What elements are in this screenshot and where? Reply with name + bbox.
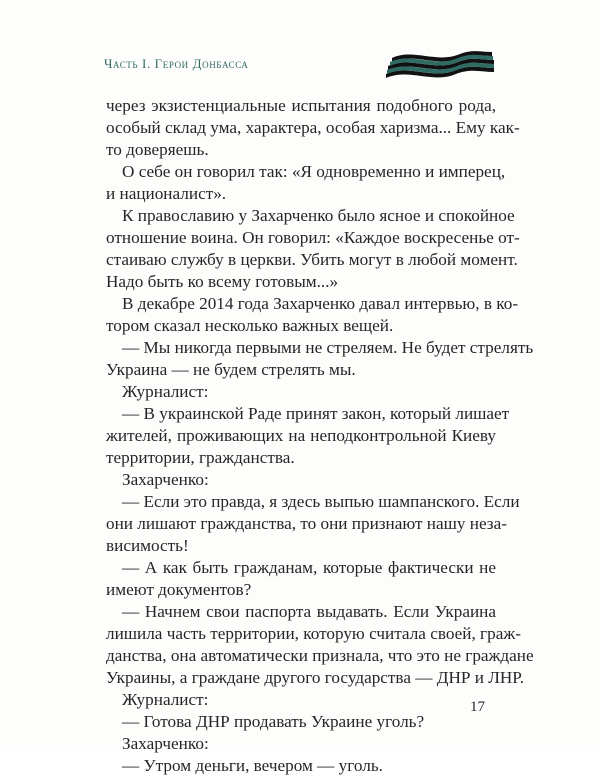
text-line: К православию у Захарченко было ясное и спокойное <box>122 206 515 225</box>
text-line: Журналист: <box>122 382 209 401</box>
text-line: территории, гражданства. <box>106 448 295 467</box>
text-line: жителей, проживающих на неподконтрольной Киеву <box>106 426 496 445</box>
running-head-title: Часть I. Герои Донбасса <box>104 56 249 71</box>
text-line: Надо быть ко всему готовым...» <box>106 272 339 291</box>
striped-ribbon-icon <box>384 44 496 84</box>
text-line: Захарченко: <box>122 470 209 489</box>
text-line: В декабре 2014 года Захарченко давал интервью, в ко- <box>122 294 519 313</box>
body-text <box>106 95 534 777</box>
text-line: Журналист: <box>122 690 209 709</box>
page-number: 17 <box>470 699 485 715</box>
text-line: Украина — не будем стрелять мы. <box>106 360 356 379</box>
text-line: — Готова ДНР продавать Украине уголь? <box>122 712 425 731</box>
text-line: они лишают гражданства, то они признают нашу неза- <box>106 514 507 533</box>
text-line: Украины, а граждане другого государства — ДНР и ЛНР. <box>106 668 524 687</box>
text-line: стаиваю службу в церкви. Убить могут в любой момент. <box>106 250 518 269</box>
text-line: тором сказал несколько важных вещей. <box>106 316 394 335</box>
text-line: — Мы никогда первыми не стреляем. Не будет стрелять <box>122 338 534 357</box>
text-line: — Начнем свои паспорта выдавать. Если Украина <box>122 602 496 621</box>
text-line: особый склад ума, характера, особая харизма... Ему как- <box>106 118 520 137</box>
text-line: — Утром деньги, вечером — уголь. <box>122 756 383 775</box>
text-line: через экзистенциальные испытания подобного рода, <box>106 96 496 115</box>
text-line: имеют документов? <box>106 580 252 599</box>
text-line: и националист». <box>106 184 227 203</box>
text-line: лишила часть территории, которую считала своей, граж- <box>106 624 521 643</box>
text-line: — В украинской Раде принят закон, который лишает <box>122 404 510 423</box>
text-line: висимость! <box>106 536 189 555</box>
text-line: — А как быть гражданам, которые фактически не <box>122 558 496 577</box>
text-line: данства, она автоматически признала, что это не граждане <box>106 646 534 665</box>
text-line: — Если это правда, я здесь выпью шампанского. Если <box>122 492 520 511</box>
text-line: Захарченко: <box>122 734 209 753</box>
text-line: отношение воина. Он говорил: «Каждое воскресенье от- <box>106 228 520 247</box>
text-line: то доверяешь. <box>106 140 209 159</box>
text-line: О себе он говорил так: «Я одновременно и имперец, <box>122 162 506 181</box>
